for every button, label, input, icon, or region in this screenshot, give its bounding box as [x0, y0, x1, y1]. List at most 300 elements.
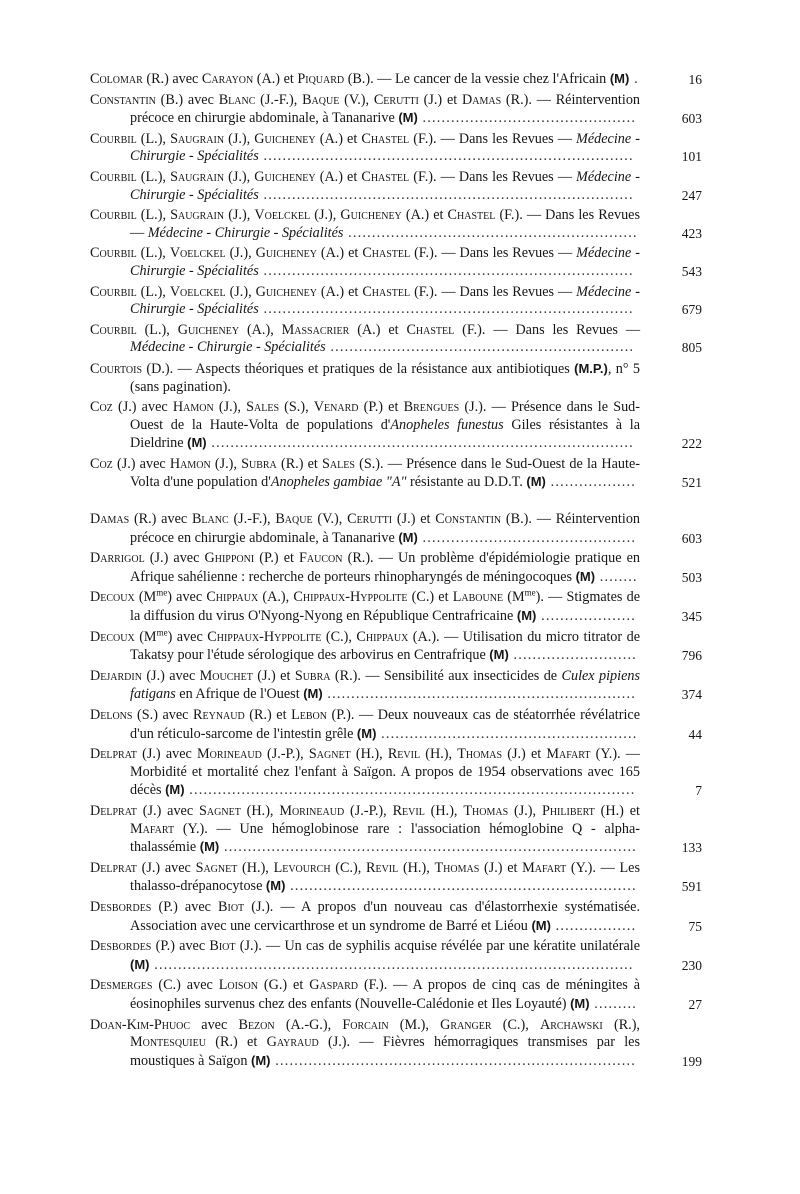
text-segment: (J.) avec: [136, 746, 197, 763]
type-marker: (M): [609, 71, 630, 86]
index-entry: [90, 70, 702, 89]
text-segment: (R.),: [602, 1016, 640, 1033]
dot-leader: .................................................................: [322, 686, 636, 703]
author-name: Thomas: [457, 746, 503, 763]
entry-text: [90, 456, 640, 492]
text-segment: (P.) avec: [151, 898, 219, 915]
text-segment: (H.),: [420, 746, 458, 763]
entry-text: [90, 245, 640, 280]
author-name: Blanc: [191, 511, 229, 528]
text-segment: (A.) et: [316, 283, 363, 300]
text-segment: (R.) avec: [142, 71, 202, 87]
text-segment: me: [156, 587, 168, 598]
entry-text: [90, 803, 640, 857]
author-name: Baque: [275, 511, 313, 528]
author-name: Hamon: [172, 399, 214, 416]
author-name: Massacrier: [281, 321, 350, 338]
text-segment: (A.-G.),: [274, 1016, 343, 1033]
dot-leader: ..............................................................................: [258, 262, 634, 279]
text-segment: (Y.). — Les thalasso-drépanocytose: [130, 859, 640, 895]
italic-term: Médecine - Chirurgie - Spécialités: [130, 168, 640, 203]
text-segment: (H.),: [398, 859, 435, 876]
author-name: Sagnet: [199, 802, 241, 819]
text-segment: ) avec: [167, 628, 208, 645]
page-number: 75: [688, 918, 702, 934]
text-segment: (R.) et: [276, 455, 323, 472]
type-marker: (M.P.): [574, 360, 608, 376]
italic-term: Médecine - Chirurgie - Spécialités: [130, 245, 640, 279]
author-name: Mafart: [130, 820, 175, 837]
text-segment: (C.),: [491, 1016, 540, 1033]
author-name: Hamon: [169, 455, 211, 472]
text-segment: (S.) avec: [132, 707, 194, 723]
text-segment: (J.),: [224, 207, 255, 224]
entry-text: [90, 899, 640, 935]
author-name: Montesquieu: [130, 1034, 206, 1051]
dot-leader: ......................................................: [376, 725, 638, 742]
author-name: Damas: [461, 91, 502, 108]
author-name: Laboune: [452, 589, 504, 606]
author-name: Guicheney: [254, 168, 316, 185]
author-name: Delprat: [90, 859, 137, 876]
author-name: Courbil: [90, 130, 137, 147]
text-segment: me: [524, 587, 536, 598]
entry-text: [90, 1017, 640, 1071]
entry-text: [90, 70, 640, 89]
text-segment: (J.),: [213, 399, 247, 416]
text-segment: (B.). — Le cancer de la vessie chez l'Africain: [344, 71, 610, 87]
text-segment: (L.),: [136, 321, 178, 338]
author-name: Desbordes: [90, 938, 152, 955]
page-number: 247: [681, 187, 702, 203]
index-entry: [90, 938, 702, 974]
page-number: 16: [688, 72, 702, 87]
text-segment: (J.) et: [252, 667, 295, 684]
entry-text: [90, 626, 641, 665]
index-entry: [90, 360, 702, 396]
text-segment: me: [156, 626, 168, 637]
author-name: Brengues: [403, 399, 460, 416]
text-segment: ). — Stigmates de la diffusion du virus O'Nyong-Nyong en République Centrafricaine: [130, 589, 640, 625]
author-name: Gaspard: [309, 977, 359, 994]
index-entry: [90, 626, 702, 665]
author-name: Chastel: [361, 130, 410, 147]
entry-text: [90, 860, 640, 896]
author-name: Chastel: [406, 321, 455, 338]
index-entry: [90, 131, 702, 166]
entry-text: [90, 399, 640, 453]
text-segment: (J.). — Fièvres hémorragiques transmises par les moustiques à Saïgon: [130, 1034, 640, 1069]
author-name: Morineaud: [279, 802, 345, 819]
dot-leader: ..................: [545, 474, 637, 491]
author-name: Mouchet: [199, 667, 253, 684]
type-marker: (M): [575, 568, 596, 584]
author-name: Biot: [218, 898, 245, 915]
author-name: Reynaud: [193, 707, 245, 723]
page-number: 222: [681, 436, 702, 452]
dot-leader: ..............................................................................: [258, 301, 634, 318]
text-segment: (J.),: [310, 207, 341, 224]
page-number: 603: [681, 111, 702, 127]
text-segment: (J.-P.),: [344, 802, 393, 819]
text-segment: (R.). — Un problème d'épidémiologie pratique en Afrique sahélienne : recherche de porteurs rhinopharyngés de méningocoques: [130, 550, 640, 585]
entry-text: [90, 284, 640, 319]
entry-text: [90, 550, 640, 586]
index-entry: [90, 1017, 702, 1071]
author-name: Sagnet: [195, 859, 238, 876]
text-segment: (R.) et: [205, 1034, 267, 1051]
text-segment: (A.) et: [253, 71, 298, 87]
text-segment: (V.),: [312, 511, 348, 528]
text-segment: (Y.). — Morbidité et mortalité chez l'enfant à Saïgon. A propos de 1954 observations avec 165 décès: [130, 746, 640, 799]
page-number: 44: [688, 726, 702, 742]
entry-text: [90, 360, 640, 396]
author-name: Morineaud: [197, 746, 262, 763]
author-name: Archawski: [539, 1016, 603, 1033]
author-name: Subra: [241, 455, 277, 472]
text-segment: (J.) avec: [112, 455, 170, 472]
page-number: 230: [681, 957, 702, 973]
author-name: Delprat: [90, 802, 137, 819]
text-segment: (H.),: [424, 802, 464, 819]
author-name: Decoux: [90, 589, 135, 606]
author-name: Saugrain: [170, 130, 225, 147]
index-entry: [90, 284, 702, 319]
author-name: Cerutti: [373, 91, 419, 108]
dot-leader: ........: [595, 568, 638, 585]
author-name: Baque: [302, 91, 340, 108]
text-segment: (L.),: [136, 245, 170, 262]
text-segment: (A.),: [239, 321, 282, 338]
type-marker: (M): [265, 878, 286, 894]
author-name: Guicheney: [255, 283, 317, 300]
text-segment: (R.). — Réintervention précoce en chirurgie abdominale, à Tananarive: [130, 91, 641, 127]
text-segment: (J.). — A propos d'un nouveau cas d'élastorrhexie systématisée. Association avec une cervicarthrose et un syndrome de Barré et Liéou: [130, 898, 640, 934]
author-name: Bezon: [238, 1016, 275, 1033]
type-marker: (M): [531, 917, 551, 933]
author-name: Guicheney: [177, 321, 240, 338]
text-segment: (L.),: [136, 130, 171, 147]
page-number: 423: [681, 225, 702, 241]
entry-text: [90, 589, 640, 625]
text-segment: (Y.). — Une hémoglobinose rare : l'association hémoglobine Q - alpha-thalassémie: [130, 820, 640, 856]
dot-leader: ..............................................................................: [258, 148, 634, 165]
dot-leader: ....................: [536, 608, 637, 625]
text-segment: (F.). — Dans les Revues —: [409, 168, 577, 185]
entry-text: [90, 707, 640, 743]
text-segment: (J.). — Un cas de syphilis acquise révélée par une kératite unilatérale: [235, 938, 640, 955]
author-name: Mafart: [546, 746, 591, 763]
author-name: Delons: [90, 707, 133, 723]
dot-leader: .........................................................................: [285, 878, 637, 895]
text-segment: (P.) et: [358, 399, 404, 416]
author-name: Thomas: [434, 859, 480, 876]
text-segment: (J.) avec: [144, 550, 205, 567]
text-segment: (M: [134, 628, 157, 645]
text-segment: (J.),: [210, 455, 242, 472]
page-number: 796: [681, 648, 702, 664]
text-segment: (J.),: [225, 245, 256, 262]
italic-term: Culex pipiens fatigans: [130, 667, 640, 703]
text-segment: (A.) et: [315, 130, 362, 147]
page-number: 591: [681, 879, 702, 895]
text-segment: (F.). — Dans les Revues —: [130, 207, 640, 241]
italic-term: Anopheles gambiae "A": [270, 474, 407, 491]
dot-leader: .: [629, 71, 639, 87]
text-segment: (J.) avec: [136, 859, 196, 876]
author-name: Chastel: [362, 283, 411, 300]
text-segment: (A.),: [258, 589, 294, 606]
text-segment: (A.). — Utilisation du micro titrator de Takatsy pour l'étude sérologique des arbovirus en Centrafrique: [130, 628, 641, 664]
page-number: 101: [681, 149, 702, 165]
index-entry: [90, 207, 702, 242]
text-segment: (M: [503, 589, 525, 606]
text-segment: (F.). — Dans les Revues —: [410, 283, 577, 300]
dot-leader: .............................................: [417, 110, 637, 127]
author-name: Revil: [387, 746, 421, 763]
page-number: 503: [681, 569, 702, 585]
dot-leader: .......................................................................................: [219, 839, 637, 856]
text-segment: (J.),: [224, 130, 255, 147]
page-number: 345: [681, 609, 702, 625]
index-entry: [90, 456, 702, 492]
text-segment: (H.),: [350, 746, 388, 763]
text-segment: (R.) et: [244, 707, 292, 723]
page-number: 679: [681, 302, 702, 318]
dot-leader: .........: [589, 995, 638, 1012]
text-segment: (A.) et: [316, 245, 363, 262]
text-segment: (J.) et: [502, 746, 547, 763]
author-name: Mafart: [522, 859, 567, 876]
text-segment: (J.),: [224, 168, 255, 185]
author-name: Dejardin: [90, 667, 142, 684]
text-segment: , n° 5 (sans pagination).: [130, 360, 640, 395]
index-entry: [90, 550, 702, 586]
author-name: Lebon: [291, 707, 327, 723]
italic-term: Anopheles funestus: [390, 416, 504, 433]
text-segment: (L.),: [136, 283, 170, 300]
entry-text: [90, 977, 640, 1013]
text-segment: (L.),: [136, 207, 171, 224]
entry-text: [90, 668, 640, 704]
page-number: 603: [681, 530, 702, 546]
type-marker: (M): [165, 782, 185, 798]
author-name: Biot: [209, 938, 236, 955]
author-name: Ghipponi: [204, 550, 255, 567]
author-name: Sagnet: [308, 746, 351, 763]
italic-term: Médecine - Chirurgie - Spécialités: [130, 339, 326, 356]
page-number: 805: [681, 340, 702, 356]
index-entry: [90, 707, 702, 743]
type-marker: (M): [130, 956, 150, 972]
author-name: Chippaux-Hyppolite: [293, 589, 408, 606]
dot-leader: ............................................................................: [270, 1052, 636, 1069]
author-name: Loison: [218, 977, 258, 994]
text-segment: (M.),: [388, 1016, 441, 1033]
author-name: Forcain: [342, 1016, 389, 1033]
text-segment: (C.),: [330, 859, 367, 876]
text-segment: (A.) et: [401, 207, 448, 224]
author-name: Chastel: [362, 245, 411, 262]
author-name: Gayraud: [266, 1034, 319, 1051]
text-segment: (J.) et: [392, 511, 436, 528]
text-segment: (F.). — A propos de cinq cas de méningites à éosinophiles survenus chez des enfants (Nouvelle-Calédonie et Iles Loyauté): [130, 977, 640, 1012]
entry-text: [90, 322, 640, 357]
text-segment: (M: [134, 589, 157, 606]
index-entry: [90, 860, 702, 896]
text-segment: (R.) avec: [129, 511, 192, 528]
author-name: Doan-Kim-Phuoc: [90, 1016, 191, 1033]
author-name: Courbil: [90, 283, 137, 300]
entry-text: [90, 169, 640, 204]
text-segment: (C.) avec: [152, 977, 219, 994]
text-segment: (B.) avec: [155, 91, 219, 108]
author-name: Darrigol: [90, 550, 145, 567]
text-segment: (D.). — Aspects théoriques et pratiques de la résistance aux antibiotiques: [142, 360, 575, 377]
type-marker: (M): [398, 529, 418, 545]
text-segment: (J.) avec: [141, 667, 200, 684]
dot-leader: .............................................................: [343, 224, 638, 241]
dot-leader: .................: [550, 917, 637, 934]
author-name: Cerutti: [347, 511, 393, 528]
author-name: Sales: [246, 399, 279, 416]
author-name: Saugrain: [170, 168, 225, 185]
text-segment: (A.) et: [315, 168, 362, 185]
author-name: Coz: [90, 399, 113, 416]
page-number: 543: [681, 263, 702, 279]
author-name: Voelckel: [254, 207, 311, 224]
index-entry: [90, 245, 702, 280]
author-name: Guicheney: [254, 130, 316, 147]
entry-text: [90, 938, 640, 974]
author-name: Courbil: [90, 207, 137, 224]
entry-text: [90, 207, 640, 242]
italic-term: Médecine - Chirurgie - Spécialités: [147, 224, 344, 241]
text-segment: (J.) avec: [112, 399, 173, 416]
author-name: Decoux: [90, 628, 135, 645]
dot-leader: ................................................................: [325, 339, 635, 356]
text-segment: (J.) et: [479, 859, 523, 876]
type-marker: (M): [356, 725, 377, 741]
page-number: 374: [681, 687, 702, 703]
index-entry: [90, 668, 702, 704]
dot-leader: .....................................................................................................: [149, 956, 634, 973]
entry-text: [90, 746, 640, 800]
type-marker: (M): [570, 995, 590, 1011]
text-segment: (H.) et: [594, 802, 640, 819]
text-segment: (S.),: [279, 399, 314, 416]
type-marker: (M): [398, 110, 418, 126]
page-number: 27: [688, 996, 702, 1012]
type-marker: (M): [199, 839, 220, 855]
author-name: Courtois: [90, 360, 143, 377]
author-name: Revil: [366, 859, 399, 876]
text-segment: (S.). — Présence dans le Sud-Ouest de la Haute-Volta d'une population d': [130, 455, 640, 491]
author-name: Delprat: [90, 746, 137, 763]
text-segment: (B.). — Réintervention précoce en chirurgie abdominale, à Tananarive: [130, 511, 641, 546]
author-name: Desbordes: [90, 898, 152, 915]
author-name: Philibert: [541, 802, 595, 819]
author-name: Coz: [90, 455, 113, 472]
entry-text: [90, 511, 640, 547]
text-segment: (J.) avec: [136, 802, 200, 819]
dot-leader: .............................................: [417, 529, 637, 546]
page-number: 133: [681, 840, 702, 856]
text-segment: (G.) et: [257, 977, 310, 994]
italic-term: Médecine - Chirurgie - Spécialités: [130, 283, 640, 318]
text-segment: (J.),: [225, 283, 256, 300]
page-number: 521: [681, 475, 702, 491]
author-name: Colomar: [90, 71, 143, 87]
text-segment: (J.) et: [418, 91, 462, 108]
author-name: Venard: [313, 399, 359, 416]
author-name: Piquard: [297, 71, 345, 87]
author-name: Levourch: [273, 859, 331, 876]
author-name: Carayon: [201, 71, 254, 87]
index-entry: [90, 803, 702, 857]
text-segment: (J.-P.),: [261, 746, 309, 763]
type-marker: (M): [303, 686, 323, 702]
author-name: Voelckel: [169, 283, 226, 300]
page-number: 199: [681, 1053, 702, 1069]
index-entry: [90, 399, 702, 453]
dot-leader: ..........................: [508, 647, 637, 664]
dot-leader: ..............................................................................................: [184, 782, 636, 799]
type-marker: (M): [250, 1052, 271, 1068]
author-name: Blanc: [218, 91, 256, 108]
author-name: Chippaux: [206, 589, 259, 606]
page-number: 7: [695, 783, 702, 799]
index-entry: [90, 977, 702, 1013]
text-segment: (C.),: [321, 628, 357, 645]
author-name: Damas: [90, 511, 130, 528]
author-name: Desmerges: [90, 977, 153, 994]
author-name: Courbil: [90, 168, 137, 185]
text-segment: ) avec: [167, 589, 207, 606]
author-name: Courbil: [90, 245, 137, 262]
author-name: Granger: [440, 1016, 492, 1033]
author-name: Chippaux-Hyppolite: [207, 628, 322, 645]
text-segment: (F.). — Dans les Revues —: [454, 321, 641, 338]
text-segment: (F.). — Dans les Revues —: [409, 130, 577, 147]
text-segment: (J.),: [508, 802, 542, 819]
type-marker: (M): [516, 608, 537, 624]
text-segment: (J.). — Présence dans le Sud-Ouest de la Haute-Volta de populations d': [130, 399, 640, 433]
author-name: Guicheney: [255, 245, 317, 262]
text-segment: (P.) et: [254, 550, 300, 567]
index-entry: [90, 322, 702, 357]
author-name: Chastel: [361, 168, 410, 185]
text-segment: (F.). — Dans les Revues —: [410, 245, 577, 262]
text-segment: (J.-F.),: [255, 91, 303, 108]
text-segment: (C.) et: [407, 589, 453, 606]
author-name: Sales: [322, 455, 355, 472]
type-marker: (M): [187, 435, 207, 451]
author-name: Chippaux: [356, 628, 409, 645]
index-page: [90, 70, 702, 1073]
entry-text: [90, 131, 640, 166]
author-name: Faucon: [299, 550, 343, 567]
text-segment: (P.). — Deux nouveaux cas de stéatorrhée révélatrice d'un réticulo-sarcome de l'intestin grêle: [130, 707, 641, 742]
dot-leader: .........................................................................................: [206, 435, 634, 452]
index-entry: [90, 169, 702, 204]
author-name: Subra: [294, 667, 331, 684]
author-name: Guicheney: [340, 207, 402, 224]
type-marker: (M): [526, 474, 546, 490]
text-segment: (J.-F.),: [228, 511, 276, 528]
index-entry: [90, 92, 702, 128]
index-entry: [90, 589, 702, 625]
